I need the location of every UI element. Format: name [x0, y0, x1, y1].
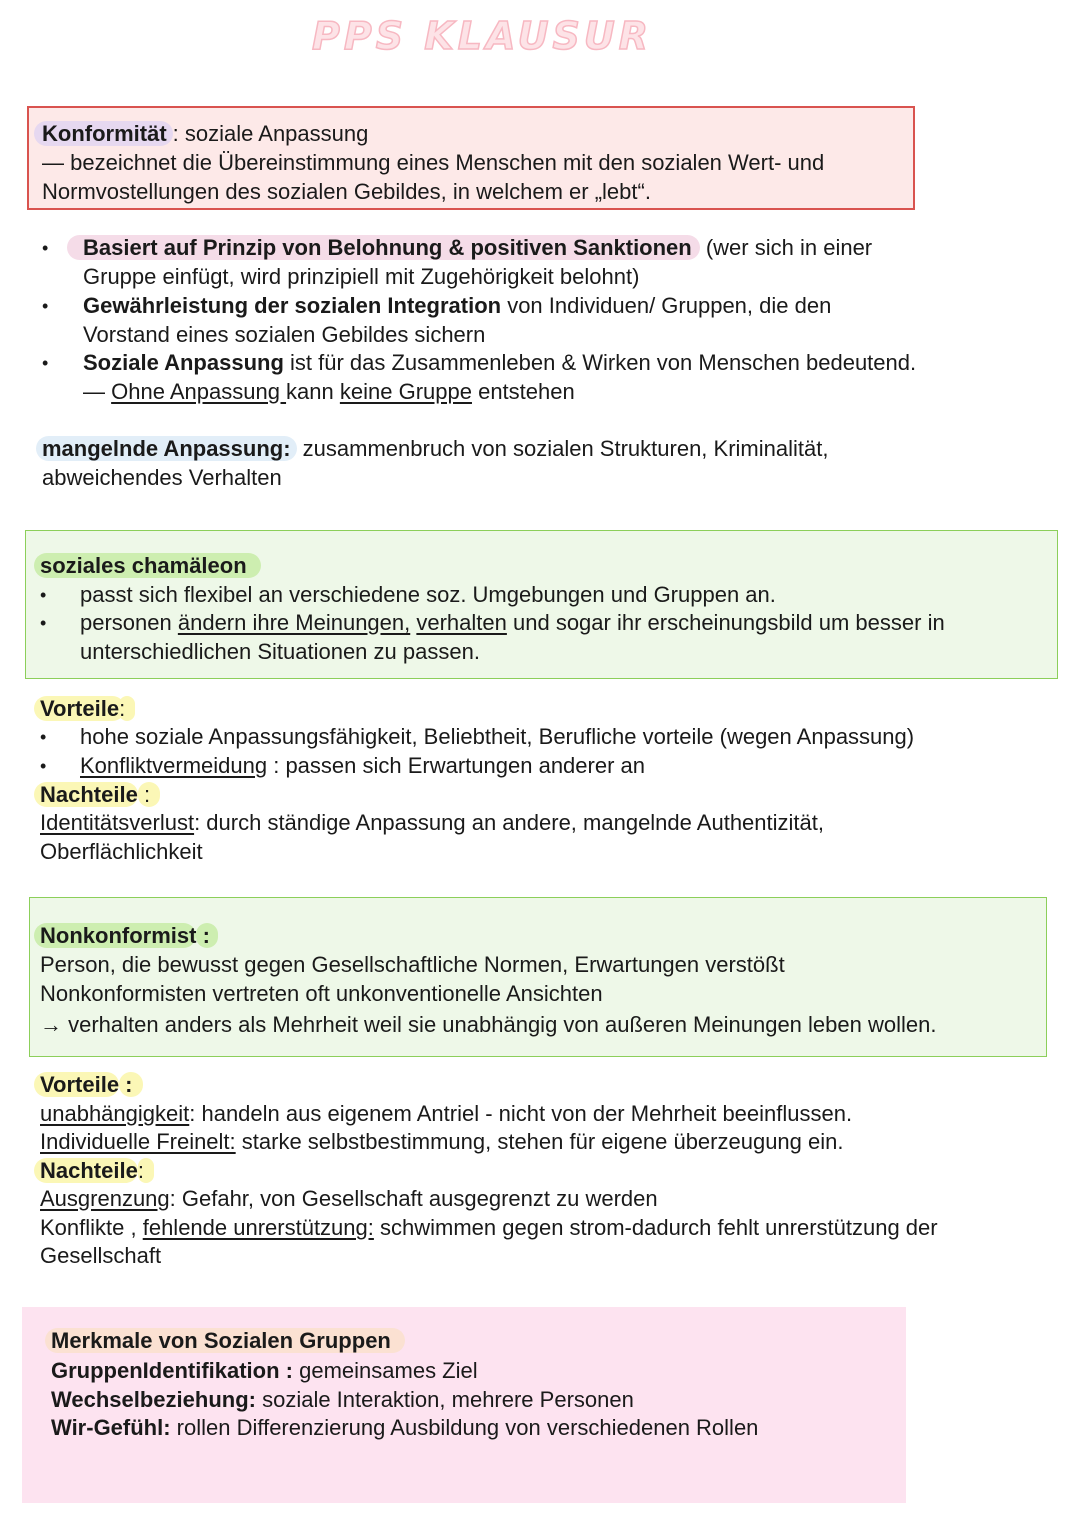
- chamaeleon-title: [40, 551, 261, 580]
- cham-nachteile-2: Oberflächlichkeit: [40, 839, 203, 864]
- non-vorteile-colon: :: [119, 1072, 142, 1097]
- chamaeleon-bullet-1: passt sich flexibel an verschiedene soz. Umgebungen und Gruppen an.: [80, 582, 776, 607]
- belohnung-bold: Basiert auf Prinzip von Belohnung & positiven Sanktionen: [67, 235, 700, 260]
- non-vorteile-title: [40, 1070, 143, 1099]
- non-nachteile-title: [40, 1156, 154, 1185]
- cham-vorteile-title: [40, 694, 135, 723]
- bullet-dot: •: [40, 727, 47, 747]
- belohnung-rest: (wer sich in einer: [699, 235, 873, 260]
- non-vorteile-1: [40, 1099, 852, 1128]
- non-nachteile-1: [40, 1184, 658, 1213]
- cham-vorteile-2: [80, 751, 645, 780]
- cham-nachteile-title: [40, 780, 160, 809]
- gruppen-line-2: [51, 1385, 634, 1414]
- nonkonformist-line-1: Person, die bewusst gegen Gesellschaftliche Normen, Erwartungen verstößt: [40, 952, 785, 977]
- mangelnde-anpassung: [42, 434, 828, 463]
- chamaeleon-b2-rest: und sogar ihr erscheinungsbild um besser in: [506, 610, 945, 635]
- chamaeleon-bullet-2-line-2: unterschiedlichen Situationen zu passen.: [80, 639, 480, 664]
- keine-gruppe: keine Gruppe: [339, 379, 472, 404]
- wir-gefuehl: Wir-Gefühl:: [51, 1415, 171, 1440]
- integration-bold: Gewährleistung der sozialen Integration: [83, 293, 502, 318]
- bullet-dot: •: [40, 613, 47, 633]
- konformitaet-line-1: [42, 119, 368, 148]
- bullet-dot: •: [42, 296, 49, 316]
- ausgrenzung: Ausgrenzung: [40, 1186, 170, 1211]
- nonkonformist-line-2: Nonkonformisten vertreten oft unkonventionelle Ansichten: [40, 981, 603, 1006]
- bullet-integration: [83, 291, 831, 320]
- gruppen-line-3: [51, 1413, 758, 1442]
- bullet-dot: •: [40, 756, 47, 776]
- anpassung-rest: ist für das Zusammenleben & Wirken von Menschen bedeutend.: [283, 350, 917, 375]
- bullet-belohnung-line-2: Gruppe einfügt, wird prinzipiell mit Zugehörigkeit belohnt): [83, 264, 640, 289]
- konformitaet-line-3: Normvostellungen des sozialen Gebildes, in welchem er „lebt“.: [42, 179, 651, 204]
- nonkonformist-colon: :: [196, 923, 217, 948]
- chamaeleon-b2-pre: personen: [80, 610, 178, 635]
- non-vorteile-2-rest: starke selbstbestimmung, stehen für eigene überzeugung ein.: [235, 1129, 844, 1154]
- cham-vorteile-2-rest: : passen sich Erwartungen anderer an: [267, 753, 645, 778]
- non-nachteile-1-rest: : Gefahr, von Gesellschaft ausgegrenzt zu werden: [169, 1186, 658, 1211]
- bullet-dot: •: [42, 353, 49, 373]
- nonkonformist-title: [40, 921, 218, 950]
- cham-nachteile-colon: :: [138, 782, 160, 807]
- anpassung-end: entstehen: [471, 379, 575, 404]
- konformitaet-colon: :: [172, 121, 179, 146]
- bullet-anpassung: [83, 348, 916, 377]
- gruppen-line-1: [51, 1356, 478, 1385]
- unabhaengigkeit: unabhängigkeit: [40, 1101, 190, 1126]
- konfliktvermeidung: Konfliktvermeidung: [80, 753, 268, 778]
- gruppen-title: [51, 1326, 405, 1355]
- non-vorteile-label: Vorteile: [34, 1072, 119, 1097]
- fehlende-unterstuetzung: fehlende unrerstützung:: [142, 1215, 374, 1240]
- gruppen-line-3-rest: rollen Differenzierung Ausbildung von verschiedenen Rollen: [170, 1415, 759, 1440]
- verhalten: verhalten: [416, 610, 507, 635]
- non-nachteile-2-pre: Konflikte ,: [40, 1215, 143, 1240]
- bullet-integration-line-2: Vorstand eines sozialen Gebildes sichern: [83, 322, 486, 347]
- nonkonformist-line-3: → verhalten anders als Mehrheit weil sie unabhängig von außeren Meinungen leben wollen.: [40, 1012, 937, 1037]
- anpassung-dash: —: [83, 379, 112, 404]
- gruppen-line-2-rest: soziale Interaktion, mehrere Personen: [255, 1387, 634, 1412]
- bullet-dot: •: [42, 238, 49, 258]
- wechselbeziehung: Wechselbeziehung:: [51, 1387, 256, 1412]
- bullet-anpassung-line-2: [83, 377, 575, 406]
- cham-nachteile-rest: : durch ständige Anpassung an andere, mangelnde Authentizität,: [194, 810, 824, 835]
- chamaeleon-bullet-2: [80, 608, 945, 637]
- non-nachteile-3: Gesellschaft: [40, 1243, 162, 1268]
- mangelnde-term: mangelnde Anpassung:: [36, 436, 297, 461]
- nonkonformist-label: Nonkonformist: [34, 923, 196, 948]
- gruppen-line-1-rest: gemeinsames Ziel: [293, 1358, 478, 1383]
- konformitaet-term: Konformität: [34, 121, 173, 146]
- ohne-anpassung: Ohne Anpassung: [111, 379, 287, 404]
- page-title: PPS KLAUSUR: [312, 14, 653, 58]
- non-vorteile-1-rest: : handeln aus eigenem Antriel - nicht von der Mehrheit beeinflussen.: [189, 1101, 853, 1126]
- cham-nachteile-label: Nachteile: [34, 782, 138, 807]
- identitaetsverlust: Identitätsverlust: [40, 810, 195, 835]
- konformitaet-definition: soziale Anpassung: [178, 121, 369, 146]
- non-nachteile-2: [40, 1213, 938, 1242]
- mangelnde-rest: zusammenbruch von sozialen Strukturen, Kriminalität,: [296, 436, 829, 461]
- gruppenidentifikation: GruppenIdentifikation :: [51, 1358, 293, 1383]
- anpassung-bold: Soziale Anpassung: [83, 350, 284, 375]
- individuelle-freiheit: Individuelle Freinelt:: [40, 1129, 236, 1154]
- cham-nachteile-1: [40, 808, 824, 837]
- mangelnde-line-2: abweichendes Verhalten: [42, 465, 282, 490]
- gruppen-title-text: Merkmale von Sozialen Gruppen: [45, 1328, 405, 1353]
- aendern-meinungen: ändern ihre Meinungen,: [177, 610, 411, 635]
- bullet-belohnung: [83, 233, 872, 262]
- non-nachteile-colon: :: [138, 1158, 154, 1183]
- non-nachteile-label: Nachteile: [34, 1158, 138, 1183]
- non-vorteile-2: [40, 1127, 844, 1156]
- chamaeleon-title-text: soziales chamäleon: [34, 553, 261, 578]
- anpassung-mid: kann: [286, 379, 340, 404]
- integration-rest: von Individuen/ Gruppen, die den: [501, 293, 832, 318]
- non-nachteile-2-rest: schwimmen gegen strom-dadurch fehlt unrerstützung der: [373, 1215, 938, 1240]
- bullet-dot: •: [40, 585, 47, 605]
- cham-vorteile-label: Vorteile: [34, 696, 125, 721]
- cham-vorteile-colon: :: [119, 696, 135, 721]
- konformitaet-line-2: — bezeichnet die Übereinstimmung eines Menschen mit den sozialen Wert- und: [42, 150, 825, 175]
- cham-vorteile-1: hohe soziale Anpassungsfähigkeit, Beliebtheit, Berufliche vorteile (wegen Anpassung): [80, 724, 915, 749]
